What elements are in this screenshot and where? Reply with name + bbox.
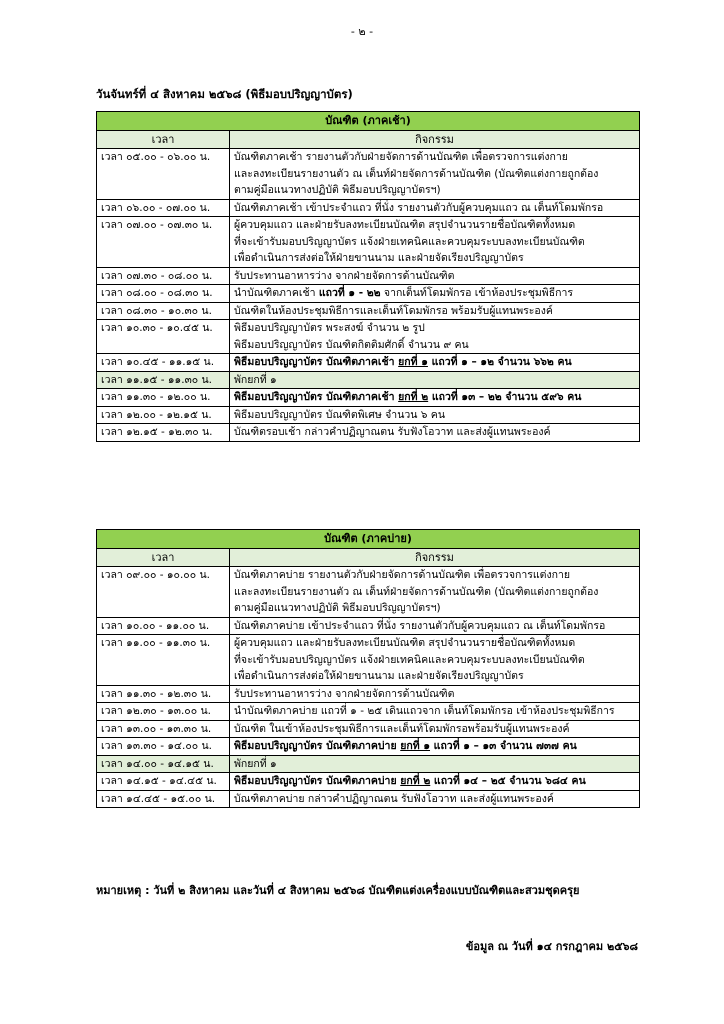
activity-cell: ผู้ควบคุมแถว และฝ่ายรับลงทะเบียนบัณฑิต สรุปจำนวนรายชื่อบัณฑิตทั้งหมด ที่จะเข้ารับมอบปริญญาบัตร แจ้งฝ่ายเทคนิคและควบคุมระบบลงทะเบียนบัณฑิต เพื่อดำเนินการส่งต่อให้ฝ่ายขานนาม และฝ่ายจัดเรียงปริญญาบัตร [230, 635, 640, 686]
activity-cell: บัณฑิต ในเข้าห้องประชุมพิธีการและเต็นท์โดมพักรอพร้อมรับผู้แทนพระองค์ [230, 720, 640, 738]
activity-cell: นำบัณฑิตภาคบ่าย แถวที่ ๑ - ๒๕ เดินแถวจาก เต็นท์โดมพักรอ เข้าห้องประชุมพิธีการ [230, 703, 640, 721]
table-row [97, 635, 640, 686]
table-row [97, 406, 640, 424]
table-row [97, 755, 640, 773]
activity-cell: พิธีมอบปริญญาบัตร บัณฑิตพิเศษ จำนวน ๖ คน [230, 406, 640, 424]
morning-table-title: บัณฑิต (ภาคเช้า) [97, 112, 640, 131]
table-row [97, 790, 640, 808]
time-cell: เวลา ๑๔.๑๕ - ๑๔.๔๕ น. [97, 773, 230, 791]
table-row [97, 267, 640, 285]
footnote: หมายเหตุ : วันที่ ๒ สิงหาคม และวันที่ ๔ สิงหาคม ๒๕๖๘ บัณฑิตแต่งเครื่องแบบบัณฑิตและสวมชุดครุย [96, 884, 580, 897]
table-row [97, 217, 640, 268]
table-row [97, 703, 640, 721]
time-cell: เวลา ๑๑.๓๐ - ๑๒.๐๐ น. [97, 389, 230, 407]
table-row [97, 720, 640, 738]
activity-cell: พิธีมอบปริญญาบัตร บัณฑิตภาคบ่าย ยกที่ ๒ แถวที่ ๑๔ – ๒๕ จำนวน ๖๘๔ คน [230, 773, 640, 791]
page-number: - ๒ - [350, 25, 374, 38]
time-cell: เวลา ๑๑.๐๐ - ๑๑.๓๐ น. [97, 635, 230, 686]
table-row [97, 389, 640, 407]
table-row [97, 738, 640, 756]
time-cell: เวลา ๑๑.๓๐ - ๑๒.๓๐ น. [97, 685, 230, 703]
time-cell: เวลา ๑๓.๐๐ - ๑๓.๓๐ น. [97, 720, 230, 738]
time-cell: เวลา ๑๒.๑๕ - ๑๒.๓๐ น. [97, 424, 230, 442]
time-cell: เวลา ๐๕.๐๐ - ๐๖.๐๐ น. [97, 149, 230, 200]
table-row [97, 685, 640, 703]
activity-cell: พิธีมอบปริญญาบัตร พระสงฆ์ จำนวน ๒ รูป พิธีมอบปริญญาบัตร บัณฑิตกิตติมศักดิ์ จำนวน ๙ คน [230, 320, 640, 354]
time-cell: เวลา ๑๑.๑๕ - ๑๑.๓๐ น. [97, 371, 230, 389]
activity-cell: พิธีมอบปริญญาบัตร บัณฑิตภาคบ่าย ยกที่ ๑ แถวที่ ๑ – ๑๓ จำนวน ๗๓๗ คน [230, 738, 640, 756]
data-as-of-date: ข้อมูล ณ วันที่ ๑๔ กรกฎาคม ๒๕๖๘ [465, 940, 638, 953]
activity-cell: พักยกที่ ๑ [230, 755, 640, 773]
activity-cell: บัณฑิตภาคเช้า รายงานตัวกับฝ่ายจัดการด้านบัณฑิต เพื่อตรวจการแต่งกาย และลงทะเบียนรายงานตัว ณ เต็นท์ฝ่ายจัดการด้านบัณฑิต (บัณฑิตแต่งกายถูกต้อง ตามคู่มือแนวทางปฏิบัติ พิธีมอบปริญญาบัตรฯ) [230, 149, 640, 200]
page-heading: วันจันทร์ที่ ๔ สิงหาคม ๒๕๖๘ (พิธีมอบปริญญาบัตร) [96, 87, 353, 101]
activity-cell: บัณฑิตภาคบ่าย กล่าวคำปฏิญาณตน รับฟังโอวาท และส่งผู้แทนพระองค์ [230, 790, 640, 808]
time-cell: เวลา ๑๓.๓๐ - ๑๔.๐๐ น. [97, 738, 230, 756]
time-cell: เวลา ๑๒.๐๐ - ๑๒.๑๕ น. [97, 406, 230, 424]
activity-cell: พักยกที่ ๑ [230, 371, 640, 389]
time-cell: เวลา ๑๐.๔๕ - ๑๑.๑๕ น. [97, 354, 230, 372]
time-cell: เวลา ๑๔.๔๕ - ๑๕.๐๐ น. [97, 790, 230, 808]
activity-cell: รับประทานอาหารว่าง จากฝ่ายจัดการด้านบัณฑิต [230, 685, 640, 703]
activity-cell: บัณฑิตรอบเช้า กล่าวคำปฏิญาณตน รับฟังโอวาท และส่งผู้แทนพระองค์ [230, 424, 640, 442]
activity-cell: บัณฑิตภาคเช้า เข้าประจำแถว ที่นั่ง รายงานตัวกับผู้ควบคุมแถว ณ เต็นท์โดมพักรอ [230, 199, 640, 217]
table-row [97, 424, 640, 442]
table-row [97, 617, 640, 635]
activity-cell: นำบัณฑิตภาคเช้า แถวที่ ๑ - ๒๒ จากเต็นท์โดมพักรอ เข้าห้องประชุมพิธีการ [230, 285, 640, 303]
table-row [97, 354, 640, 372]
time-cell: เวลา ๑๒.๓๐ - ๑๓.๐๐ น. [97, 703, 230, 721]
table-row [97, 320, 640, 354]
activity-cell: พิธีมอบปริญญาบัตร บัณฑิตภาคเช้า ยกที่ ๒ แถวที่ ๑๓ – ๒๒ จำนวน ๕๙๖ คน [230, 389, 640, 407]
activity-column-header: กิจกรรม [230, 549, 640, 567]
activity-cell: พิธีมอบปริญญาบัตร บัณฑิตภาคเช้า ยกที่ ๑ แถวที่ ๑ – ๑๒ จำนวน ๖๖๒ คน [230, 354, 640, 372]
time-cell: เวลา ๐๘.๐๐ - ๐๘.๓๐ น. [97, 285, 230, 303]
time-cell: เวลา ๐๖.๐๐ - ๐๗.๐๐ น. [97, 199, 230, 217]
time-cell: เวลา ๐๘.๓๐ - ๑๐.๓๐ น. [97, 302, 230, 320]
table-row [97, 371, 640, 389]
table-row [97, 302, 640, 320]
activity-column-header: กิจกรรม [230, 131, 640, 149]
time-cell: เวลา ๐๗.๓๐ - ๐๘.๐๐ น. [97, 267, 230, 285]
activity-cell: บัณฑิตในห้องประชุมพิธีการและเต็นท์โดมพักรอ พร้อมรับผู้แทนพระองค์ [230, 302, 640, 320]
activity-cell: รับประทานอาหารว่าง จากฝ่ายจัดการด้านบัณฑิต [230, 267, 640, 285]
table-row [97, 285, 640, 303]
time-column-header: เวลา [97, 549, 230, 567]
time-cell: เวลา ๑๔.๐๐ - ๑๔.๑๕ น. [97, 755, 230, 773]
table-row [97, 567, 640, 618]
afternoon-table-title: บัณฑิต (ภาคบ่าย) [97, 530, 640, 549]
table-row [97, 199, 640, 217]
time-column-header: เวลา [97, 131, 230, 149]
time-cell: เวลา ๑๐.๓๐ - ๑๐.๔๕ น. [97, 320, 230, 354]
morning-schedule-table [96, 111, 640, 442]
activity-cell: บัณฑิตภาคบ่าย รายงานตัวกับฝ่ายจัดการด้านบัณฑิต เพื่อตรวจการแต่งกาย และลงทะเบียนรายงานตัว ณ เต็นท์ฝ่ายจัดการด้านบัณฑิต (บัณฑิตแต่งกายถูกต้อง ตามคู่มือแนวทางปฏิบัติ พิธีมอบปริญญาบัตรฯ) [230, 567, 640, 618]
activity-cell: ผู้ควบคุมแถว และฝ่ายรับลงทะเบียนบัณฑิต สรุปจำนวนรายชื่อบัณฑิตทั้งหมด ที่จะเข้ารับมอบปริญญาบัตร แจ้งฝ่ายเทคนิคและควบคุมระบบลงทะเบียนบัณฑิต เพื่อดำเนินการส่งต่อให้ฝ่ายขานนาม และฝ่ายจัดเรียงปริญญาบัตร [230, 217, 640, 268]
afternoon-schedule-table [96, 529, 640, 808]
time-cell: เวลา ๐๙.๐๐ - ๑๐.๐๐ น. [97, 567, 230, 618]
table-row [97, 149, 640, 200]
activity-cell: บัณฑิตภาคบ่าย เข้าประจำแถว ที่นั่ง รายงานตัวกับผู้ควบคุมแถว ณ เต็นท์โดมพักรอ [230, 617, 640, 635]
time-cell: เวลา ๐๗.๐๐ - ๐๗.๓๐ น. [97, 217, 230, 268]
time-cell: เวลา ๑๐.๐๐ - ๑๑.๐๐ น. [97, 617, 230, 635]
table-row [97, 773, 640, 791]
